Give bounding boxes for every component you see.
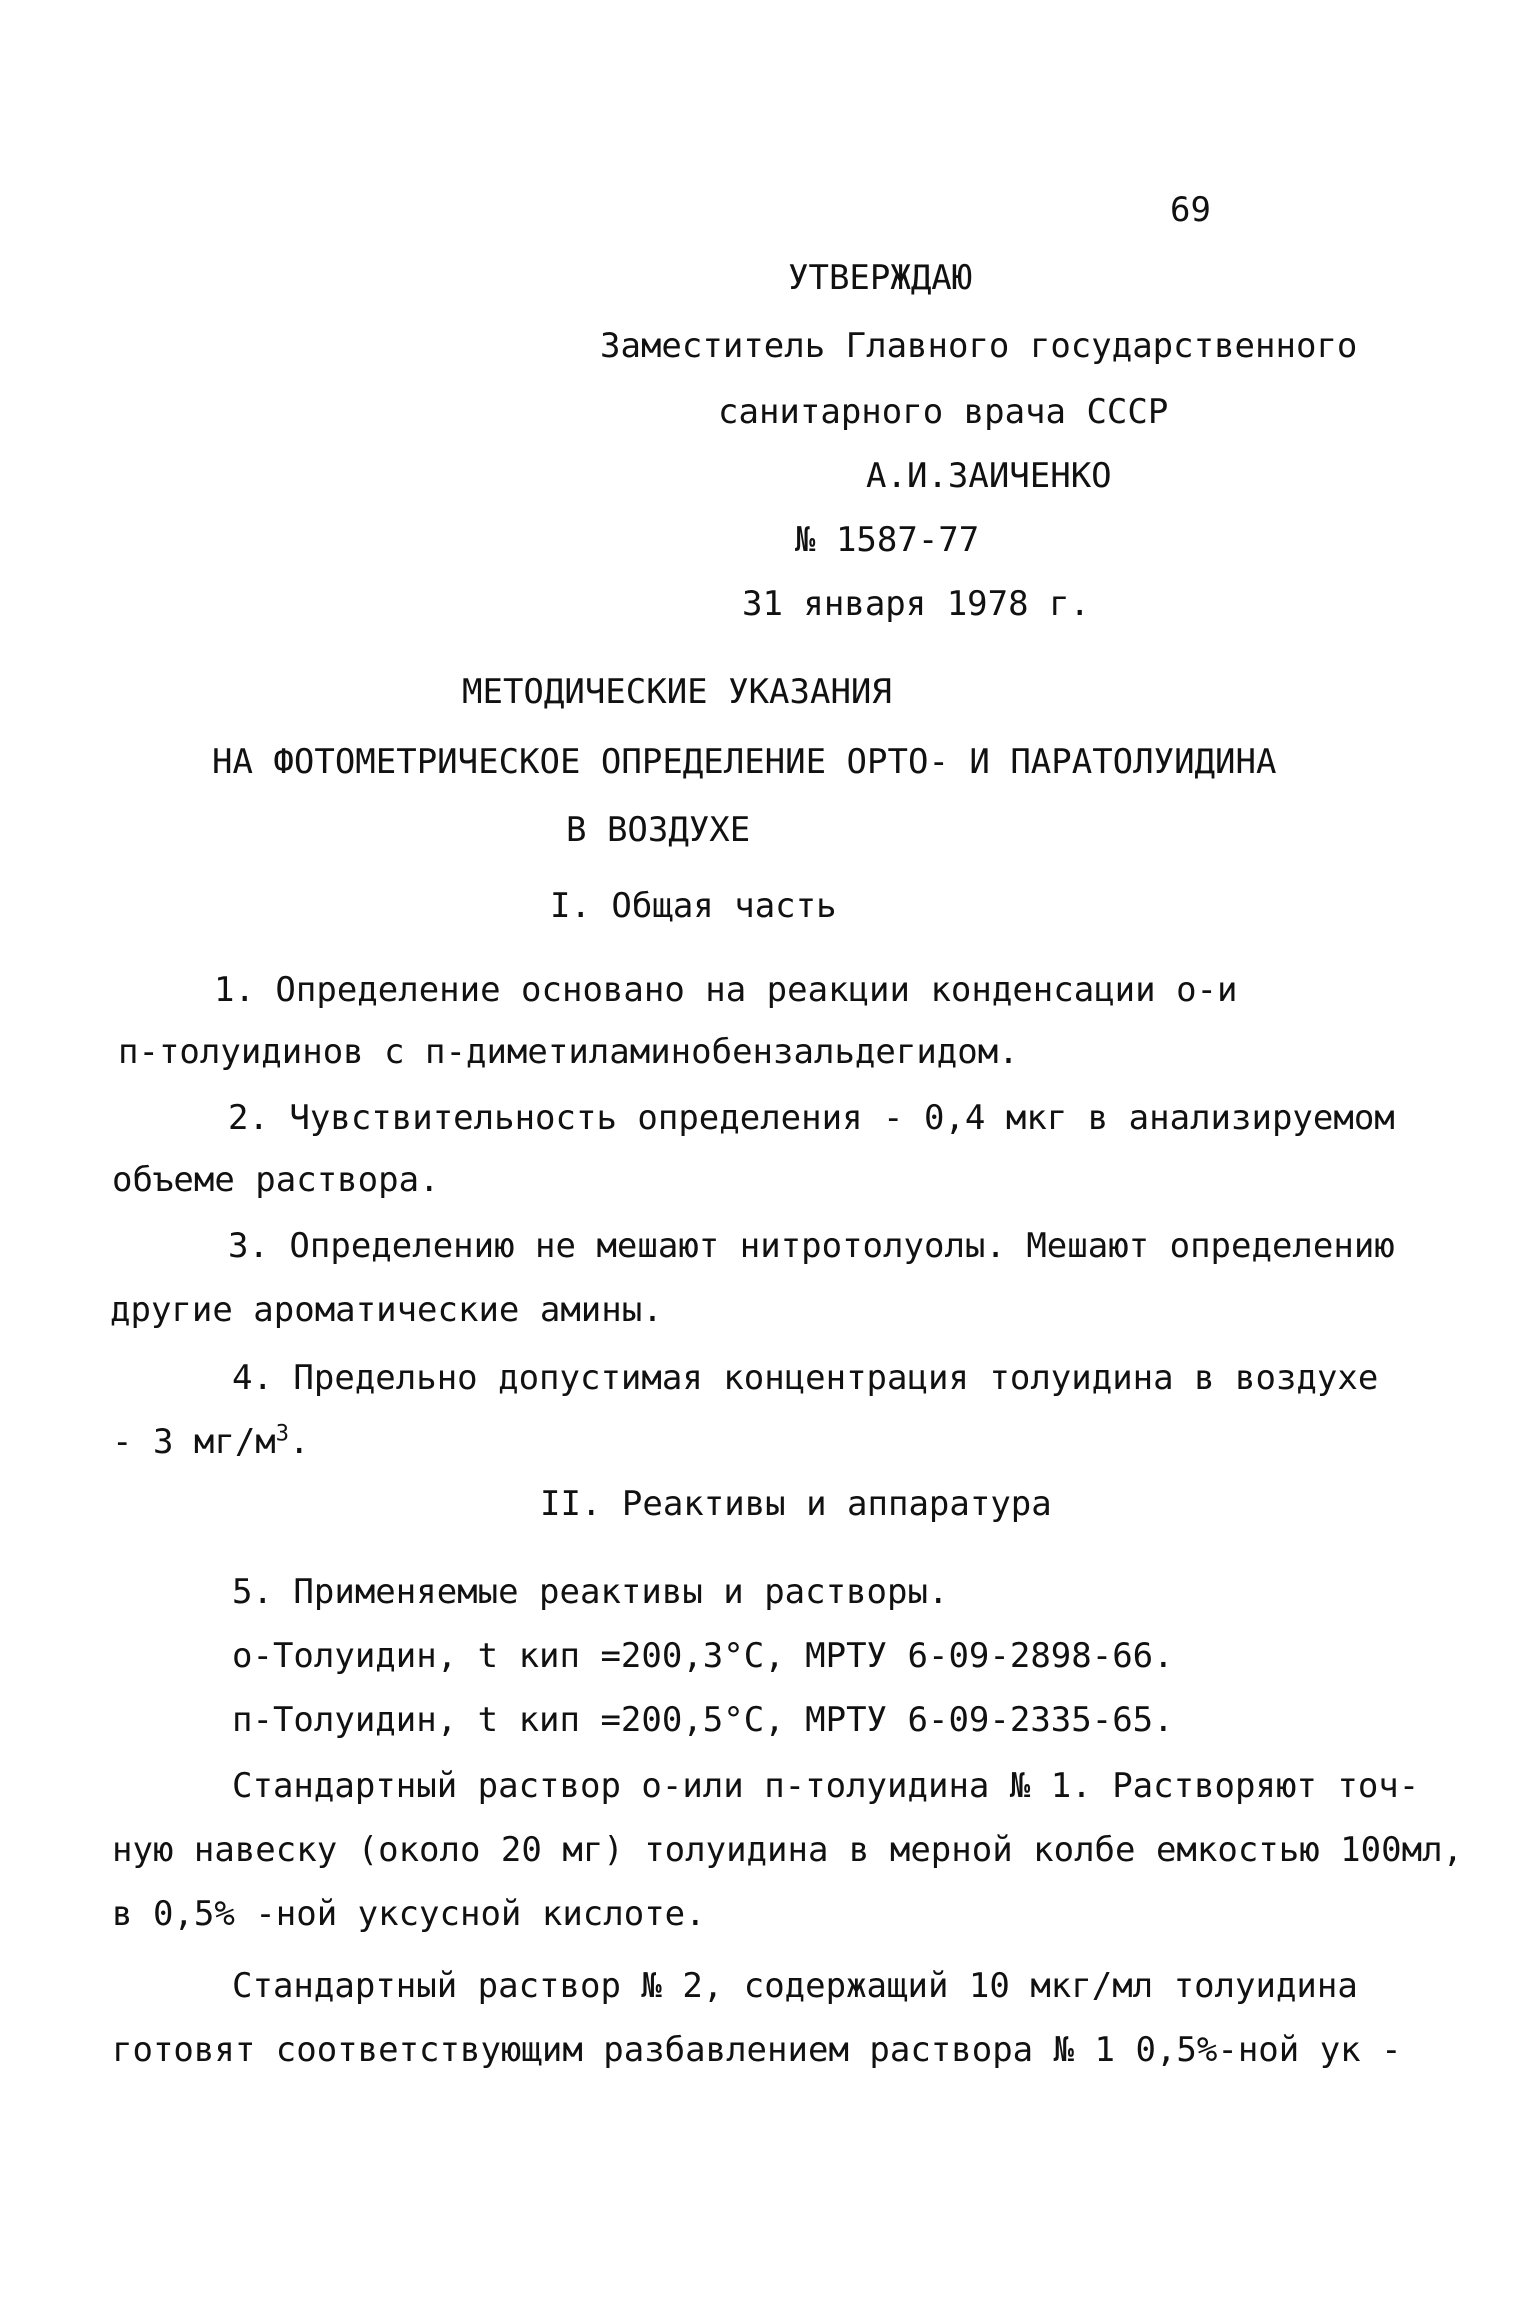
o-toluidine-line: о-Толуидин, t кип =200,3°С, МРТУ 6-09-2898-66.	[232, 1636, 1174, 1676]
mpc-period: .	[289, 1422, 310, 1462]
document-title-line2: НА ФОТОМЕТРИЧЕСКОЕ ОПРЕДЕЛЕНИЕ ОРТО- И ПАРАТОЛУИДИНА	[212, 742, 1277, 782]
paragraph3-line1: 3. Определению не мешают нитротолуолы. Мешают определению	[228, 1226, 1395, 1266]
approval-date: 31 января 1978 г.	[742, 584, 1090, 624]
standard-solution2-line2: готовят соответствующим разбавлением раствора № 1 0,5%-ной ук -	[112, 2030, 1402, 2070]
paragraph1-line1: 1. Определение основано на реакции конденсации о-и	[214, 970, 1238, 1010]
approval-name: А.И.ЗАИЧЕНКО	[866, 456, 1112, 496]
paragraph1-line2: п-толуидинов с п-диметиламинобензальдегидом.	[118, 1032, 1019, 1072]
paragraph4-line2	[112, 1422, 310, 1462]
mpc-unit-superscript: 3	[275, 1421, 290, 1447]
approval-number: № 1587-77	[795, 520, 980, 560]
section1-heading: I. Общая часть	[550, 886, 837, 926]
section2-heading: II. Реактивы и аппаратура	[540, 1484, 1052, 1524]
paragraph3-line2: другие ароматические амины.	[110, 1290, 663, 1330]
paragraph2-line1: 2. Чувствительность определения - 0,4 мкг в анализируемом	[228, 1098, 1395, 1138]
standard-solution2-line1: Стандартный раствор № 2, содержащий 10 мкг/мл толуидина	[232, 1966, 1358, 2006]
paragraph5-line: 5. Применяемые реактивы и растворы.	[232, 1572, 949, 1612]
mpc-value: - 3 мг/м	[112, 1422, 276, 1462]
standard-solution1-line2: ную навеску (около 20 мг) толуидина в мерной колбе емкостью 100мл,	[112, 1830, 1464, 1870]
standard-solution1-line1: Стандартный раствор о-или п-толуидина № 1. Растворяют точ-	[232, 1766, 1420, 1806]
approval-position-line2: санитарного врача СССР	[718, 392, 1169, 432]
standard-solution1-line3: в 0,5% -ной уксусной кислоте.	[112, 1894, 706, 1934]
approval-heading: УТВЕРЖДАЮ	[788, 258, 973, 298]
approval-position-line1: Заместитель Главного государственного	[600, 326, 1358, 366]
paragraph2-line2: объеме раствора.	[112, 1160, 440, 1200]
p-toluidine-line: п-Толуидин, t кип =200,5°С, МРТУ 6-09-2335-65.	[232, 1700, 1174, 1740]
paragraph4-line1: 4. Предельно допустимая концентрация толуидина в воздухе	[232, 1358, 1379, 1398]
page-number: 69	[1170, 190, 1211, 230]
document-title-line1: МЕТОДИЧЕСКИЕ УКАЗАНИЯ	[462, 672, 892, 712]
document-title-line3: В ВОЗДУХЕ	[566, 810, 751, 850]
